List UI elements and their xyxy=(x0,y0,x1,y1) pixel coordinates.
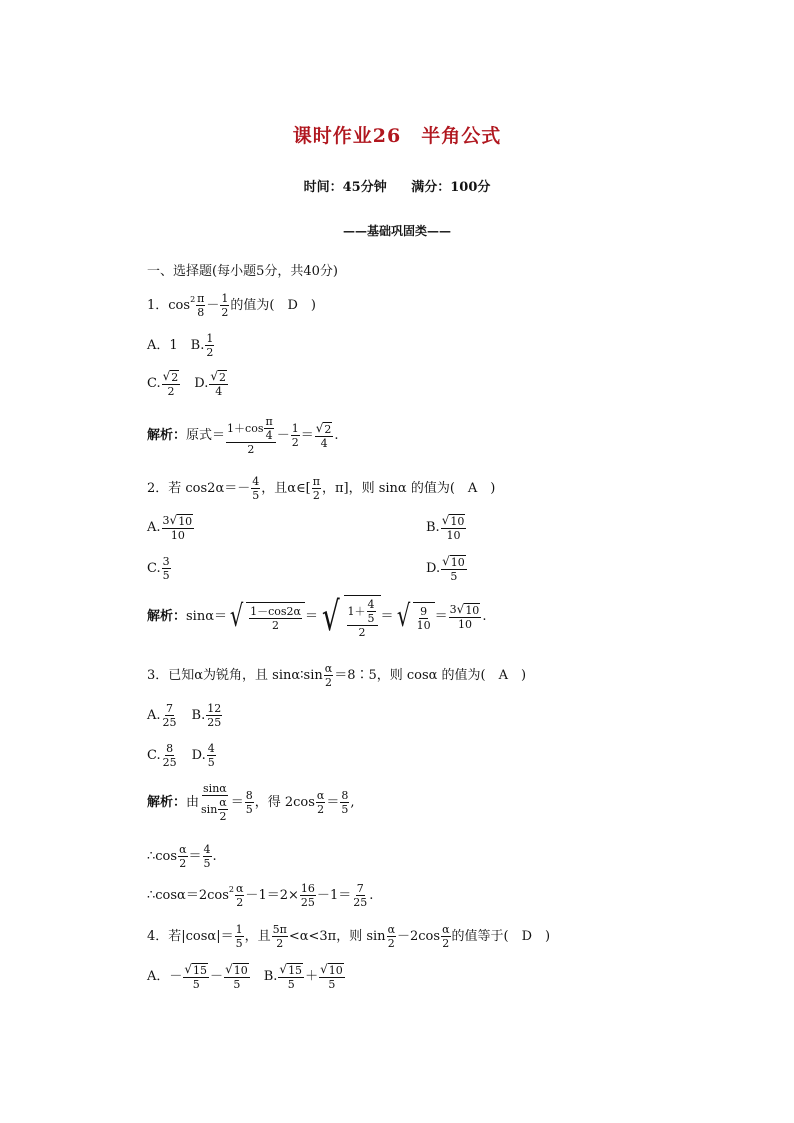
full-score: 满分：100分 xyxy=(411,180,491,195)
exam-meta xyxy=(0,176,794,195)
question-1-stem: 1．cos 2 $\frac{\pi}{8}$ － $\frac{1}{2}$ 的值为( D ) xyxy=(147,292,316,319)
fraction: √ 10 5 xyxy=(320,962,343,991)
fraction: $\frac{16}{25}$ xyxy=(300,882,315,909)
fraction: $\frac{1}{2}$ xyxy=(291,422,299,449)
fraction: √ 2 2 xyxy=(162,369,179,398)
fraction: $\frac{\alpha}{2}$ xyxy=(442,923,450,950)
fraction: √ 10 5 xyxy=(442,554,465,583)
fraction: √ 2 4 xyxy=(315,420,332,450)
fraction: $\frac{\alpha}{2}$ xyxy=(316,789,325,816)
fraction: $\frac{1}{5}$ xyxy=(235,923,243,950)
fraction: $\frac{5\pi}{2}$ xyxy=(272,923,287,950)
question-2-option-c: C. $\frac{3}{5}$ xyxy=(147,555,170,582)
square-root: √ $\frac{1-\cos 2\alpha}{2}$ xyxy=(227,602,305,632)
fraction: $\frac{\alpha}{2}$ xyxy=(387,923,395,950)
question-2-option-d: D. √ 10 5 xyxy=(426,554,465,583)
fraction: $\frac{4}{5}$ xyxy=(207,742,215,769)
question-1-options-ab: A．1 B. $\frac{1}{2}$ xyxy=(147,332,214,359)
fraction: √ 15 5 xyxy=(184,962,208,991)
fraction: $\frac{12}{25}$ xyxy=(207,702,222,729)
question-3-options-ab: A. $\frac{7}{25}$ B. $\frac{12}{25}$ xyxy=(147,702,222,729)
fraction: $\frac{1}{2}$ xyxy=(221,292,229,319)
fraction: $\frac{\alpha}{2}$ xyxy=(179,843,187,870)
fraction: 3 √ 10 10 xyxy=(449,602,480,631)
question-3-step-2: ∴cos $\frac{\alpha}{2}$ ＝ $\frac{4}{5}$ . xyxy=(147,843,217,870)
fraction: 3 √ 10 10 xyxy=(162,513,193,542)
fraction: $\frac{7}{25}$ xyxy=(353,882,368,909)
section-heading: ——基础巩固类—— xyxy=(342,224,451,238)
fraction: √ 10 10 xyxy=(441,513,465,542)
question-4-stem: 4．若|cosα|＝ $\frac{1}{5}$ ，且 $\frac{5\pi}{2}$ <α<3π，则 sin $\frac{\alpha}{2}$ －2cos $\frac{\alpha}{2}$ 的值等于( D ) xyxy=(147,923,551,950)
fraction: $\frac{\pi}{8}$ xyxy=(197,292,205,319)
time-limit: 时间：45分钟 xyxy=(303,180,387,195)
question-3-options-cd: C. $\frac{8}{25}$ D. $\frac{4}{5}$ xyxy=(147,742,215,769)
part-heading: 一、选择题(每小题5分，共40分) xyxy=(147,264,338,279)
fraction: √ 2 4 xyxy=(210,369,227,398)
fraction: $\frac{4}{5}$ xyxy=(252,475,260,502)
question-1-solution: 解析： 原式＝ 1＋cos $\frac{\pi}{4}$ 2 － $\frac{1}{2}$ ＝ √ 2 4 . xyxy=(147,415,339,456)
fraction: $\frac{\alpha}{2}$ xyxy=(324,662,333,689)
square-root: √ $\frac{9}{10}$ xyxy=(394,602,435,632)
fraction: $\frac{8}{5}$ xyxy=(245,789,253,816)
question-1-options-cd: C. √ 2 2 D. √ 2 4 xyxy=(147,369,227,398)
fraction: $\frac{8}{25}$ xyxy=(162,742,177,769)
fraction: √ 15 5 xyxy=(279,962,303,991)
fraction: $\frac{7}{25}$ xyxy=(162,702,177,729)
fraction: $\frac{4}{5}$ xyxy=(203,843,211,870)
fraction: $\frac{\pi}{2}$ xyxy=(312,475,320,502)
fraction: $\frac{1}{2}$ xyxy=(206,332,214,359)
question-2-solution: 解析： sinα＝ √ $\frac{1-\cos 2\alpha}{2}$ ＝ √ 1＋ $\frac{4}{5}$ 2 ＝ √ $\frac{9}{10}$ ＝ 3 √ 10 10 . xyxy=(147,594,487,640)
question-2-stem: 2．若 cos2α＝－ $\frac{4}{5}$ ，且α∈[ $\frac{\pi}{2}$ ，π]，则 sinα 的值为( A ) xyxy=(147,475,496,502)
question-3-step-3: ∴cosα＝2cos 2 $\frac{\alpha}{2}$ － 1 ＝ 2 × $\frac{16}{25}$ － 1 ＝ $\frac{7}{25}$ . xyxy=(147,882,374,909)
question-4-options-ab: A．－ √ 15 5 － √ 10 5 B. √ 15 5 ＋ √ 10 5 xyxy=(147,962,343,991)
question-2-option-b: B. √ 10 10 xyxy=(426,513,465,542)
fraction: sinα sin $\frac{\alpha}{2}$ xyxy=(201,782,227,823)
question-2-option-a: A. 3 √ 10 10 xyxy=(147,513,193,542)
square-root: √ 1＋ $\frac{4}{5}$ 2 xyxy=(318,595,381,639)
fraction: √ 10 5 xyxy=(225,962,248,991)
fraction: $\frac{\alpha}{2}$ xyxy=(235,882,244,909)
question-3-solution: 解析： 由 sinα sin $\frac{\alpha}{2}$ ＝ $\frac{8}{5}$ ，得 2cos $\frac{\alpha}{2}$ ＝ $\frac{8}{5}$ , xyxy=(147,782,355,823)
page-title: 课时作业26 半角公式 xyxy=(292,125,502,147)
fraction: 1＋cos $\frac{\pi}{4}$ 2 xyxy=(226,415,276,456)
fraction: $\frac{3}{5}$ xyxy=(162,555,170,582)
fraction: $\frac{8}{5}$ xyxy=(341,789,349,816)
question-3-stem: 3．已知α为锐角，且 sinα∶sin $\frac{\alpha}{2}$ ＝8∶5，则 cosα 的值为( A ) xyxy=(147,662,527,689)
